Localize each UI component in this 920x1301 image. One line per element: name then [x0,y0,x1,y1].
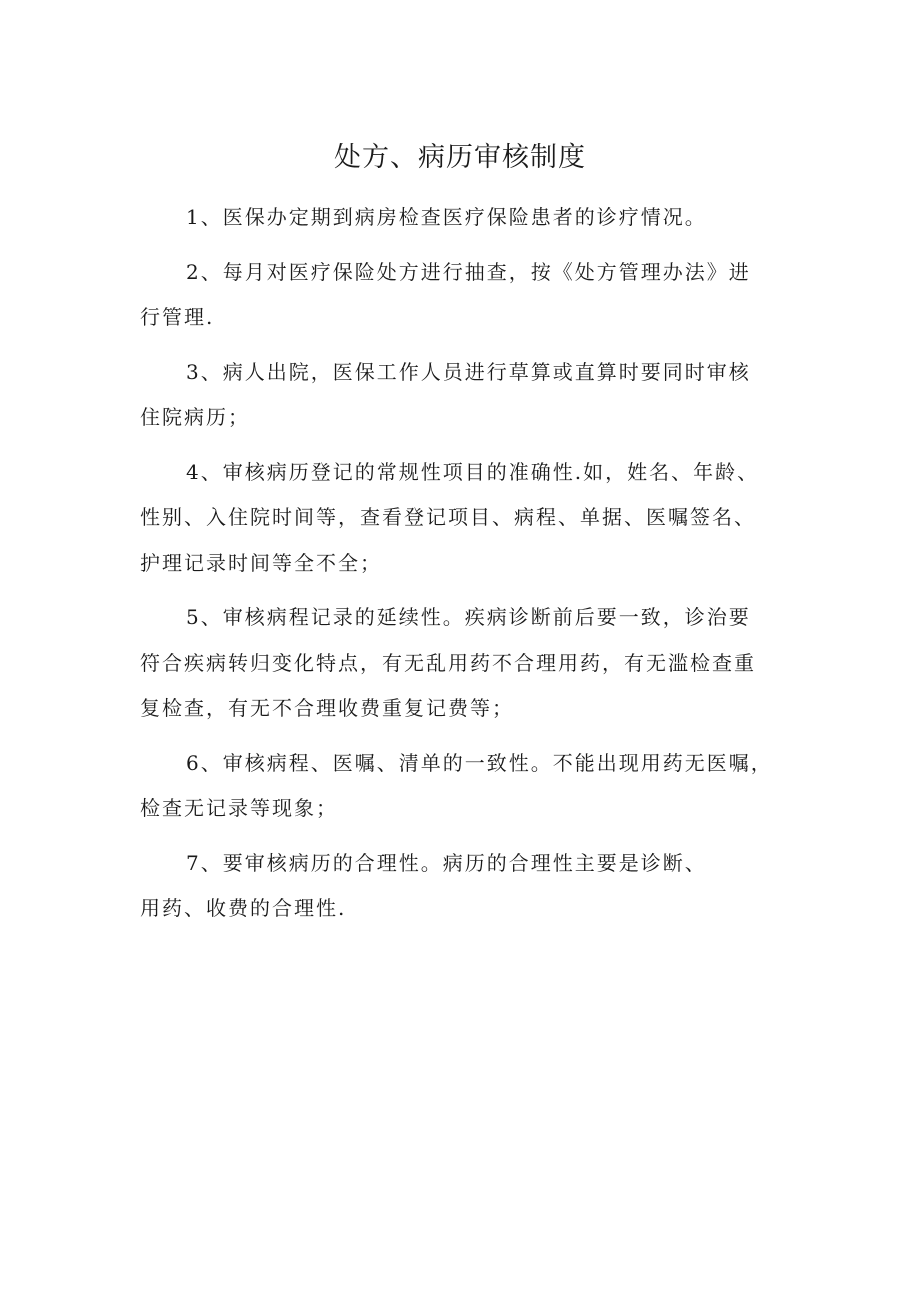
paragraph-line: 3、病人出院，医保工作人员进行草算或直算时要同时审核 [186,359,751,384]
paragraph-7 [140,841,800,932]
paragraph-3 [140,350,800,441]
document-body [140,195,800,932]
paragraph-line: 检查无记录等现象； [140,796,338,820]
paragraph-line: 行管理. [140,305,215,329]
paragraph-line: 性别、入住院时间等，查看登记项目、病程、单据、医嘱签名、 [140,505,756,529]
paragraph-line: 5、审核病程记录的延续性。疾病诊断前后要一致，诊治要 [186,605,751,629]
paragraph-line: 4、审核病历登记的常规性项目的准确性.如，姓名、年龄、 [186,459,760,484]
paragraph-5 [140,595,800,732]
paragraph-line: 2、每月对医疗保险处方进行抽查，按《处方管理办法》进 [186,259,751,284]
paragraph-line: 1、医保办定期到病房检查医疗保险患者的诊疗情况。 [186,205,707,229]
paragraph-line: 复检查，有无不合理收费重复记费等； [140,696,514,720]
paragraph-1 [140,195,800,241]
paragraph-line: 符合疾病转归变化特点，有无乱用药不合理用药，有无滥检查重 [140,650,756,675]
paragraph-line: 护理记录时间等全不全； [140,550,382,575]
paragraph-line: 用药、收费的合理性. [140,896,347,920]
paragraph-line: 7、要审核病历的合理性。病历的合理性主要是诊断、 [186,850,707,875]
paragraph-6 [140,741,800,832]
paragraph-2 [140,250,800,341]
document-title: 处方、病历审核制度 [334,142,586,173]
paragraph-line: 住院病历； [140,405,250,429]
paragraph-4 [140,450,800,587]
paragraph-line: 6、审核病程、医嘱、清单的一致性。不能出现用药无医嘱， [186,750,773,775]
